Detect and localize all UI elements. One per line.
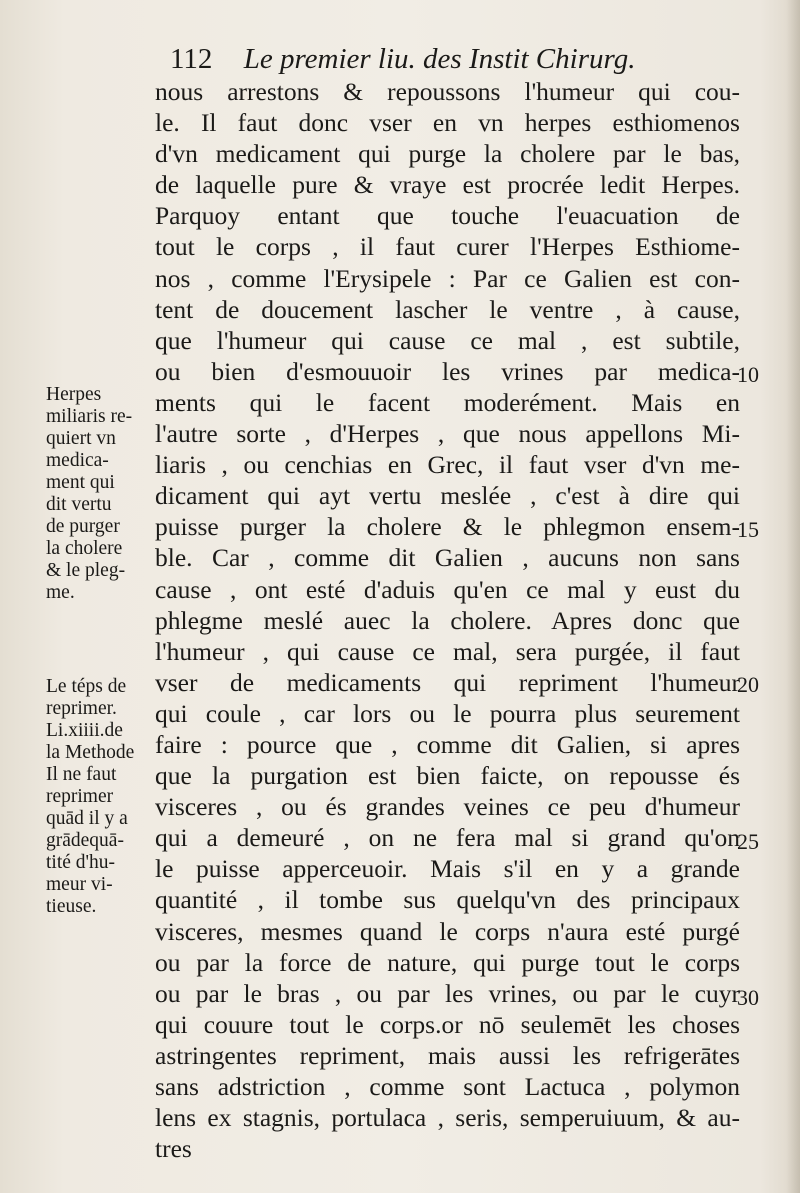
text-line: l'autre sorte , d'Herpes , que nous appellons Mi- [155,419,740,449]
page-edge-shadow [786,0,800,1193]
margin-note-temps: Le téps de reprimer. Li.xiiii.de la Methode Il ne faut reprimer quād il y a grādequā- tité d'hu- meur vi- tieuse. [46,676,135,917]
text-line: quantité , il tombe sus quelqu'vn des principaux [155,885,740,915]
main-text-block [155,76,740,1164]
catchword: tres [155,1134,192,1164]
text-line: ments qui le facent moderément. Mais en [155,387,740,417]
text-line: ou par le bras , ou par les vrines, ou par le cuyr [155,978,740,1008]
text-line: vser de medicaments qui repriment l'humeur [155,667,740,697]
text-line: ble. Car , comme dit Galien , aucuns non sans [155,543,740,573]
text-line: le puisse apperceuoir. Mais s'il en y a grande [155,854,740,884]
text-line: visceres , ou és grandes veines ce peu d'humeur [155,792,740,822]
text-line: de laquelle pure & vraye est procrée ledit Herpes. [155,170,740,200]
text-line: visceres, mesmes quand le corps n'aura esté purgé [155,916,740,946]
page-number: 112 [170,43,213,75]
text-line: liaris , ou cenchias en Grec, il faut vser d'vn me- [155,450,740,480]
text-line: Parquoy entant que touche l'euacuation de [155,201,740,231]
margin-note-herpes: Herpes miliaris re- quiert vn medica- ment qui dit vertu de purger la cholere & le pleg- me. [46,384,133,603]
line-number: 20 [737,672,759,697]
text-line: nos , comme l'Erysipele : Par ce Galien est con- [155,263,740,293]
text-line: qui a demeuré , on ne fera mal si grand qu'on [155,823,740,853]
text-line: qui coule , car lors ou le pourra plus seurement [155,698,740,728]
text-line: puisse purger la cholere & le phlegmon ensem- [155,512,740,542]
line-number: 15 [737,517,759,542]
text-line: ou par la force de nature, qui purge tout le corps [155,947,740,977]
text-line: cause , ont esté d'aduis qu'en ce mal y eust du [155,574,740,604]
text-line: que l'humeur qui cause ce mal , est subtile, [155,325,740,355]
text-line: tout le corps , il faut curer l'Herpes Esthiome- [155,232,740,262]
text-line: faire : pource que , comme dit Galien, si apres [155,729,740,759]
text-line: ou bien d'esmouuoir les vrines par medica- [155,356,740,386]
running-title: Le premier liu. des Instit Chirurg. [243,43,636,75]
text-line: sans adstriction , comme sont Lactuca , polymon [155,1072,740,1101]
text-line: l'humeur , qui cause ce mal, sera purgée, il faut [155,636,740,666]
text-line: que la purgation est bien faicte, on repousse és [155,761,740,791]
text-line: tent de doucement lascher le ventre , à cause, [155,294,740,324]
text-line: phlegme meslé auec la cholere. Apres donc que [155,605,740,635]
text-line: nous arrestons & repoussons l'humeur qui cou- [155,77,740,106]
text-line: astringentes repriment, mais aussi les refrigerātes [155,1040,740,1070]
text-line: dicament qui ayt vertu meslée , c'est à dire qui [155,481,740,511]
line-number: 10 [737,362,759,387]
line-number: 25 [737,829,759,854]
line-number: 30 [737,985,759,1010]
text-line: lens ex stagnis, portulaca , seris, semperuiuum, & au- [155,1103,740,1133]
text-line: qui couure tout le corps.or nō seulemēt les choses [155,1009,740,1039]
text-line: le. Il faut donc vser en vn herpes esthiomenos [155,108,740,138]
text-line: d'vn medicament qui purge la cholere par le bas, [155,139,740,169]
